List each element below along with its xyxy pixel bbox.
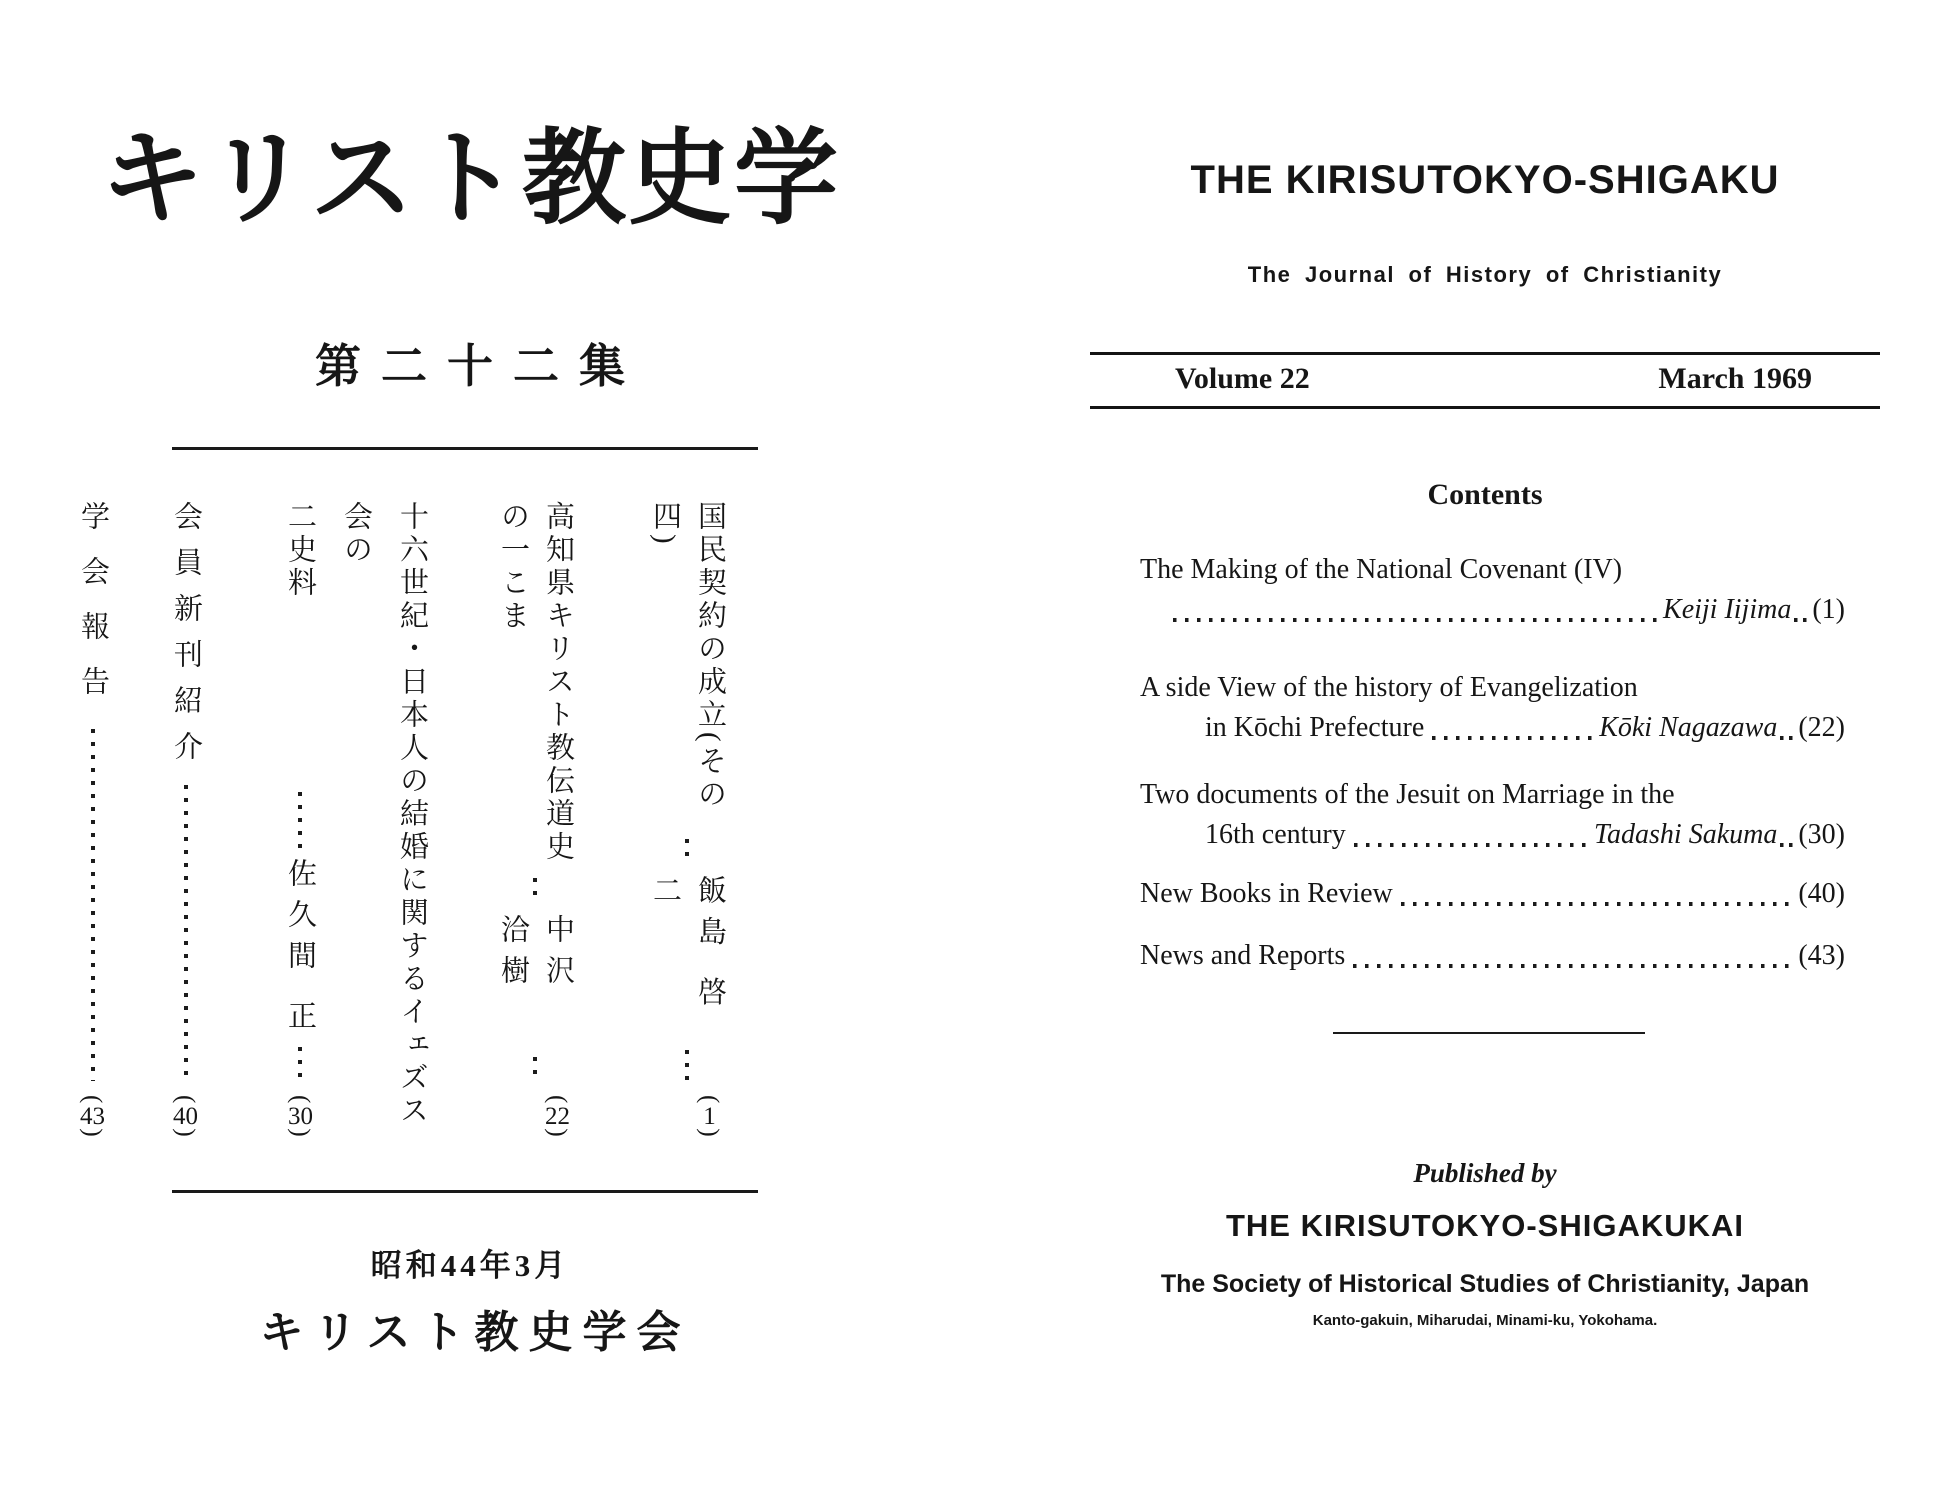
contents-list [1140, 550, 1845, 1003]
dot-leader [1353, 964, 1792, 968]
divider-rule [1333, 1032, 1645, 1034]
toc-entry [642, 501, 732, 1137]
divider-rule [172, 1190, 758, 1193]
entry-page: (22) [1798, 712, 1845, 743]
publisher-address: Kanto-gakuin, Miharudai, Minami-ku, Yokohama. [1312, 1312, 1658, 1329]
dot-leader [184, 785, 188, 1081]
contents-heading: Contents [1427, 478, 1543, 511]
divider-rule [1090, 406, 1880, 409]
toc-entry-line [70, 501, 115, 1137]
toc-entry [163, 501, 208, 1137]
dot-leader [533, 1057, 537, 1084]
volume-label-jp: 第二十二集 [315, 341, 645, 392]
entry-page: (40) [1798, 878, 1845, 909]
journal-title-jp: キリスト教史学 [100, 122, 840, 237]
toc-entry-line [272, 501, 328, 1137]
dot-leader [533, 878, 537, 904]
entry-page: (43) [1798, 940, 1845, 971]
issue-date: March 1969 [1658, 362, 1812, 395]
entry-line2-text: in Kōchi Prefecture [1205, 712, 1425, 743]
entry-author: Keiji Iijima [1663, 594, 1792, 625]
entry-page: (1) [1812, 594, 1845, 625]
publisher-jp: キリスト教史学会 [259, 1308, 691, 1357]
dot-leader [298, 792, 302, 850]
toc-entry-author: 飯島 啓二 [649, 874, 726, 1018]
volume-label: Volume 22 [1175, 362, 1310, 395]
toc-entry-page: (40) [172, 1095, 199, 1137]
colophon-date: 昭和44年3月 [370, 1248, 570, 1283]
toc-entry-line [328, 501, 440, 1137]
entry-page: (30) [1798, 819, 1845, 850]
toc-entry-line [490, 501, 580, 1137]
toc-entry [70, 501, 115, 1137]
toc-entry-line [163, 501, 208, 1137]
toc-entry-title: 国民契約の成立(その四) [649, 501, 726, 812]
dot-leader [1794, 618, 1811, 622]
toc-entry-author: 中沢 洽樹 [497, 913, 574, 996]
toc-entry-author: 佐久間 正 [284, 858, 316, 1042]
toc-entry-page: (22) [544, 1095, 571, 1137]
dot-leader [91, 729, 95, 1081]
contents-entry [1140, 775, 1845, 855]
contents-entry [1140, 668, 1845, 748]
entry-title-line1: Two documents of the Jesuit on Marriage in the [1140, 779, 1675, 810]
right-page-sheet [1090, 0, 1880, 1488]
toc-entry-page: (43) [79, 1095, 106, 1137]
toc-entry [272, 501, 440, 1137]
entry-title-line1 [1140, 874, 1845, 914]
entry-title-text: New Books in Review [1140, 878, 1393, 909]
entry-title-line2 [1140, 590, 1845, 630]
toc-entry-line [642, 501, 732, 1137]
dot-leader [1780, 736, 1797, 740]
toc-entry [490, 501, 580, 1137]
society-name: The Society of Historical Studies of Christianity, Japan [1160, 1270, 1810, 1298]
toc-entry-page: (1) [696, 1095, 723, 1137]
publisher-en: THE KIRISUTOKYO-SHIGAKUKAI [1225, 1208, 1744, 1243]
contents-entry [1140, 874, 1845, 914]
entry-title-line1: The Making of the National Covenant (IV) [1140, 554, 1623, 585]
dot-leader [298, 1047, 302, 1083]
toc-entry-page: (30) [287, 1095, 314, 1137]
divider-rule [172, 447, 758, 450]
contents-entry [1140, 550, 1845, 630]
toc-entry-title: 二史料 [284, 501, 316, 600]
toc-entry-title: 十六世紀・日本人の結婚に関するイェズス会の [340, 501, 428, 1128]
published-by-label: Published by [1413, 1158, 1557, 1188]
entry-title-line1: A side View of the history of Evangelization [1140, 672, 1638, 703]
dot-leader [1432, 736, 1593, 740]
toc-entry-title: 高知県キリスト教伝道史の一こま [497, 501, 574, 864]
masthead-row [1090, 362, 1880, 396]
toc-entry-title: 学会報告 [77, 501, 109, 721]
dot-leader [1780, 843, 1797, 847]
entry-title-text: News and Reports [1140, 940, 1346, 971]
entry-title-line1 [1140, 936, 1845, 976]
divider-rule [1090, 352, 1880, 355]
journal-subtitle-en: The Journal of History of Christianity [1247, 262, 1723, 287]
dot-leader [1173, 618, 1657, 622]
contents-entry [1140, 936, 1845, 976]
entry-title-line2 [1140, 708, 1845, 748]
dot-leader [1401, 902, 1793, 906]
toc-entry-title: 会員新刊紹介 [170, 501, 202, 777]
entry-line2-text: 16th century [1205, 819, 1346, 850]
entry-author: Kōki Nagazawa [1599, 712, 1778, 743]
entry-author: Tadashi Sakuma [1594, 819, 1778, 850]
left-page [0, 0, 940, 1488]
dot-leader [1354, 843, 1588, 847]
journal-title-en: THE KIRISUTOKYO-SHIGAKU [1190, 158, 1780, 202]
toc-jp [77, 485, 758, 1145]
entry-title-line2 [1140, 815, 1845, 855]
right-page [940, 0, 1940, 1488]
spacer [272, 600, 328, 786]
dot-leader [685, 839, 689, 865]
dot-leader [685, 1050, 689, 1083]
